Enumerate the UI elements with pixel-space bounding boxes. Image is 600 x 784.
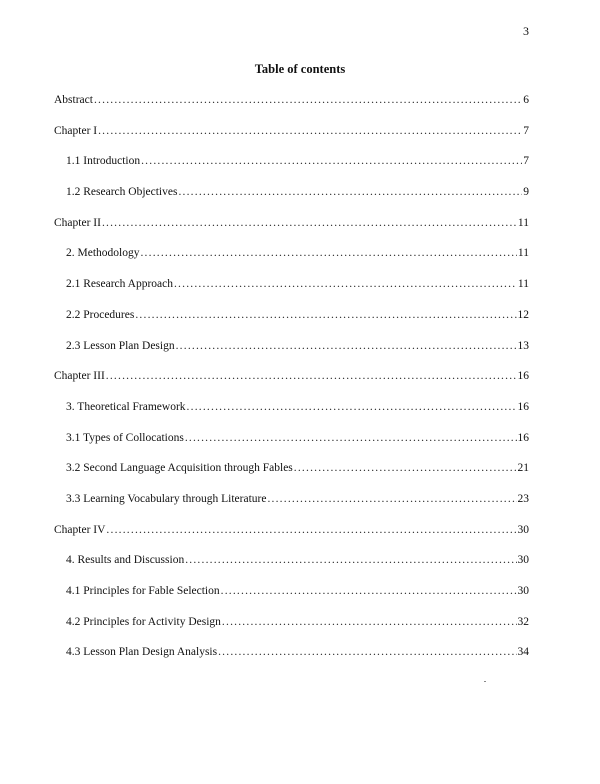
toc-entry bbox=[54, 216, 529, 247]
toc-entry bbox=[54, 277, 529, 308]
dot-leader bbox=[176, 339, 517, 353]
toc-entry bbox=[54, 246, 529, 277]
toc-entry-page: 16 bbox=[517, 400, 529, 413]
dot-leader bbox=[178, 185, 522, 199]
toc-entry-label: 4.3 Lesson Plan Design Analysis bbox=[66, 646, 218, 659]
toc-entry bbox=[54, 584, 529, 615]
dot-leader bbox=[135, 308, 516, 322]
toc-entry-page: 7 bbox=[523, 155, 529, 168]
dot-leader bbox=[141, 154, 522, 168]
toc-entry-page: 11 bbox=[517, 247, 529, 260]
toc-entry-label: 1.2 Research Objectives bbox=[66, 186, 178, 199]
toc-entry-page: 30 bbox=[517, 585, 529, 597]
toc-entry bbox=[54, 645, 529, 676]
toc-entry bbox=[54, 400, 529, 431]
dot-leader bbox=[187, 400, 517, 414]
toc-entry-label: Chapter II bbox=[54, 216, 101, 229]
toc-entry-label: 3.3 Learning Vocabulary through Literature bbox=[66, 492, 267, 505]
scan-speck bbox=[484, 681, 486, 682]
toc-entry-label: Chapter I bbox=[54, 124, 98, 137]
dot-leader bbox=[102, 216, 517, 230]
toc-entry bbox=[54, 431, 529, 462]
dot-leader bbox=[98, 124, 522, 138]
toc-entry bbox=[54, 523, 529, 554]
dot-leader bbox=[174, 277, 517, 291]
toc-entry-label: 2.3 Lesson Plan Design bbox=[66, 339, 175, 352]
dot-leader bbox=[267, 492, 516, 506]
dot-leader bbox=[94, 93, 522, 107]
toc-entry-page: 34 bbox=[517, 646, 529, 659]
toc-entry bbox=[54, 308, 529, 339]
toc-title: Table of contents bbox=[254, 62, 346, 76]
dot-leader bbox=[106, 523, 516, 537]
toc-entry bbox=[54, 185, 529, 216]
toc-entry-page: 13 bbox=[517, 339, 529, 352]
toc-entry bbox=[54, 369, 529, 400]
dot-leader bbox=[294, 461, 517, 475]
dot-leader bbox=[218, 645, 516, 659]
dot-leader bbox=[222, 615, 517, 629]
table-of-contents bbox=[54, 93, 529, 676]
toc-entry-label: 4. Results and Discussion bbox=[66, 554, 185, 567]
toc-entry bbox=[54, 339, 529, 370]
toc-entry-label: 3.2 Second Language Acquisition through Fables bbox=[66, 462, 293, 475]
toc-entry-label: 2.1 Research Approach bbox=[66, 278, 173, 291]
toc-entry-page: 30 bbox=[517, 554, 529, 567]
toc-entry-label: Chapter III bbox=[54, 370, 105, 383]
toc-entry-label: 2. Methodology bbox=[66, 247, 140, 260]
toc-entry-page: 21 bbox=[517, 462, 529, 475]
toc-entry bbox=[54, 93, 529, 124]
toc-entry-label: 1.1 Introduction bbox=[66, 155, 141, 168]
toc-entry-page: 11 bbox=[517, 278, 529, 291]
toc-entry bbox=[54, 461, 529, 492]
toc-entry bbox=[54, 154, 529, 185]
toc-entry-page: 30 bbox=[517, 523, 529, 536]
dot-leader bbox=[185, 553, 516, 567]
toc-entry bbox=[54, 124, 529, 155]
toc-entry-label: 4.1 Principles for Fable Selection bbox=[66, 585, 220, 597]
dot-leader bbox=[106, 369, 517, 383]
toc-entry-label: 3.1 Types of Collocations bbox=[66, 431, 184, 444]
toc-entry bbox=[54, 615, 529, 646]
toc-entry-page: 23 bbox=[517, 492, 529, 505]
toc-entry-page: 9 bbox=[523, 186, 529, 199]
toc-entry bbox=[54, 492, 529, 523]
toc-entry-label: 2.2 Procedures bbox=[66, 308, 135, 321]
toc-entry-page: 12 bbox=[517, 308, 529, 321]
toc-entry-label: Chapter IV bbox=[54, 523, 106, 536]
dot-leader bbox=[140, 246, 516, 260]
toc-entry-label: 3. Theoretical Framework bbox=[66, 400, 186, 413]
toc-entry-page: 16 bbox=[517, 370, 529, 383]
toc-entry-page: 11 bbox=[517, 216, 529, 229]
toc-entry-page: 16 bbox=[517, 431, 529, 444]
toc-entry-label: 4.2 Principles for Activity Design bbox=[66, 615, 221, 628]
toc-entry-page: 32 bbox=[517, 615, 529, 628]
toc-entry-page: 7 bbox=[523, 124, 529, 137]
dot-leader bbox=[221, 584, 517, 598]
toc-entry-page: 6 bbox=[523, 94, 529, 106]
dot-leader bbox=[185, 431, 517, 445]
page-number: 3 bbox=[523, 24, 529, 38]
toc-entry-label: Abstract bbox=[54, 94, 93, 106]
toc-entry bbox=[54, 553, 529, 584]
